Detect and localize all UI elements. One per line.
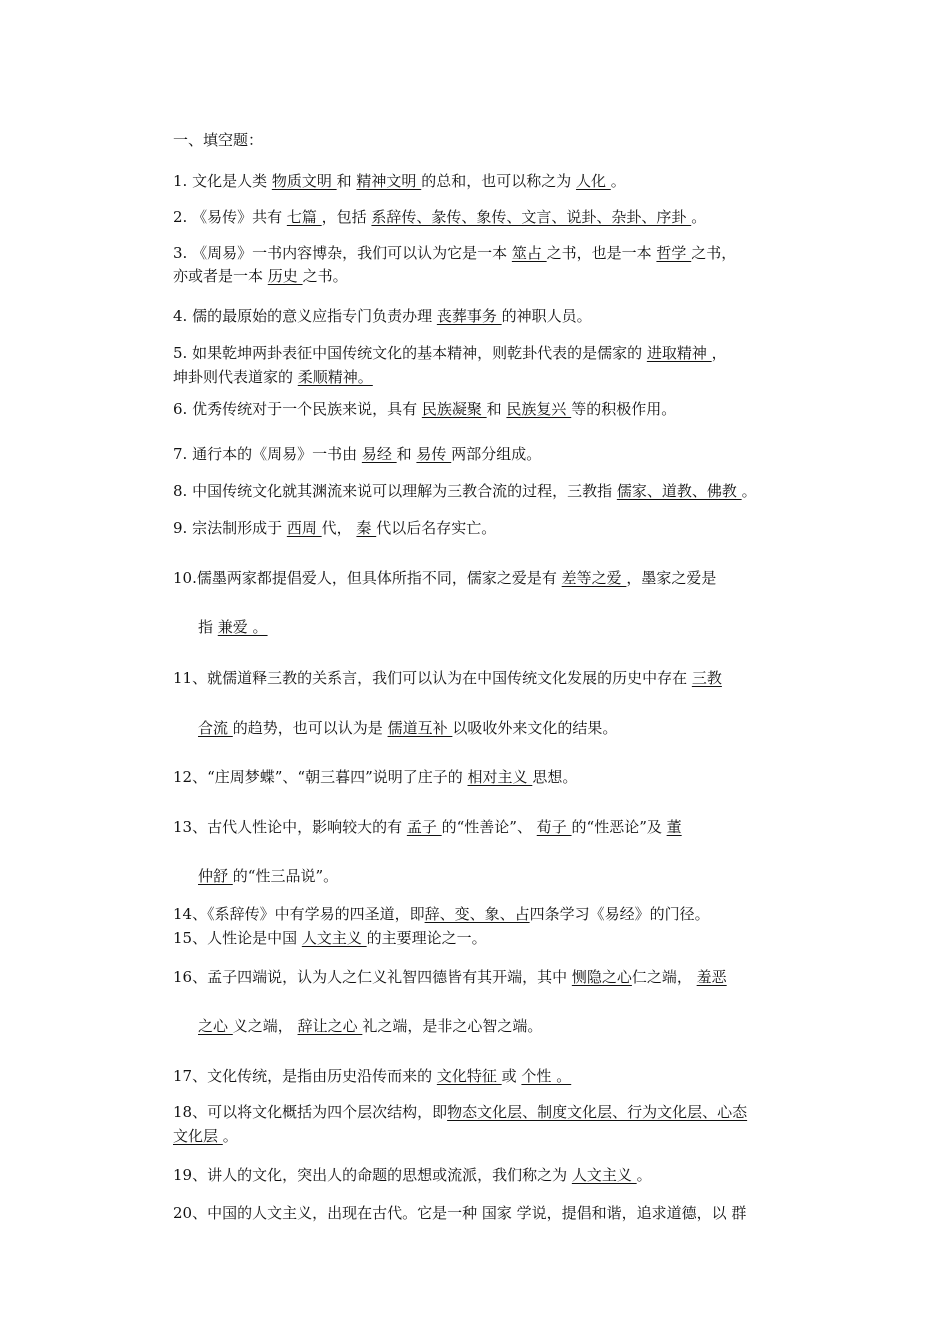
question-line (198, 865, 338, 887)
question-text: 10.儒墨两家都提倡爱人，但具体所指不同，儒家之爱是有 (173, 569, 562, 587)
question-line (173, 305, 592, 327)
question-line (198, 1015, 542, 1037)
answer-blank: 相对主义 (467, 768, 533, 786)
question-line (173, 480, 757, 502)
question-line (173, 265, 348, 287)
question-text: 1. 文化是人类 (173, 172, 272, 190)
question-text: 指 (198, 618, 218, 636)
question-text: 9. 宗法制形成于 (173, 519, 287, 537)
answer-blank: 精神文明 (356, 172, 422, 190)
answer-blank: 三教 (691, 669, 722, 687)
question-text: 16、孟子四端说，认为人之仁义礼智四德皆有其开端，其中 (173, 968, 572, 986)
answer-blank: 进取精神 (646, 344, 712, 362)
question-text: 的“性三品说”。 (232, 867, 339, 885)
answer-blank: 七篇 (286, 208, 322, 226)
question-text: 的“性善论”、 (441, 818, 537, 836)
question-line (173, 966, 727, 988)
answer-blank: 文化特征 (436, 1067, 502, 1085)
question-text: 仁之端， (631, 968, 697, 986)
question-text: 2. 《易传》共有 (173, 208, 287, 226)
question-text: 12、“庄周梦蝶”、“朝三暮四”说明了庄子的 (173, 768, 468, 786)
question-text: ，墨家之爱是 (626, 569, 717, 587)
answer-blank: 恻隐之心 (571, 968, 632, 986)
answer-blank: 之心 (198, 1017, 233, 1035)
answer-blank: 历史 (267, 267, 303, 285)
question-text: 。 (610, 172, 626, 190)
question-line (173, 766, 577, 788)
question-line (173, 1202, 746, 1224)
answer-blank: 哲学 (656, 244, 692, 262)
question-line (173, 903, 710, 925)
question-text: 义之端， (232, 1017, 298, 1035)
answer-blank: 董 (666, 818, 682, 836)
question-text: 20、中国的人文主义，出现在古代。它是一种 国家 学说，提倡和谐，追求道德，以 群 (173, 1204, 747, 1222)
question-text: 17、文化传统，是指由历史沿传而来的 (173, 1067, 437, 1085)
answer-blank: 西周 (286, 519, 322, 537)
question-text: 7. 通行本的《周易》一书由 (173, 445, 362, 463)
answer-blank: 人化 (575, 172, 611, 190)
answer-blank: 辞、变、象、占 (424, 905, 530, 923)
question-line (173, 366, 373, 388)
answer-blank: 系辞传、彖传、象传、文言、说卦、杂卦、序卦 (371, 208, 692, 226)
question-line (173, 567, 716, 589)
question-text: 。 (691, 208, 707, 226)
question-line (173, 1101, 747, 1123)
question-text: 四条学习《易经》的门径。 (529, 905, 710, 923)
question-text: 5. 如果乾坤两卦表征中国传统文化的基本精神，则乾卦代表的是儒家的 (173, 344, 647, 362)
answer-blank: 物态文化层、制度文化层、行为文化层、心态 (447, 1103, 748, 1121)
answer-blank: 物质文明 (271, 172, 337, 190)
answer-blank: 儒家、道教、佛教 (616, 482, 742, 500)
question-text: 亦或者是一本 (173, 267, 268, 285)
answer-blank: 个性 。 (521, 1067, 572, 1085)
answer-blank: 辞让之心 (297, 1017, 363, 1035)
question-text: 。 (222, 1127, 238, 1145)
question-text: 3. 《周易》一书内容博杂，我们可以认为它是一本 (173, 244, 512, 262)
answer-blank: 民族凝聚 (421, 400, 487, 418)
question-text: 等的积极作用。 (571, 400, 677, 418)
question-line (173, 667, 722, 689)
question-text: 18、可以将文化概括为四个层次结构，即 (173, 1103, 448, 1121)
answer-blank: 儒道互补 (387, 719, 453, 737)
question-text: 之书，也是一本 (546, 244, 657, 262)
question-text: 思想。 (532, 768, 578, 786)
question-text: 之书。 (302, 267, 348, 285)
answer-blank: 民族复兴 (506, 400, 572, 418)
question-line (173, 1164, 652, 1186)
question-text: 和 (396, 445, 417, 463)
question-text: 的“性恶论”及 (571, 818, 667, 836)
question-text: 。 (741, 482, 757, 500)
question-text: 14、《系辞传》中有学易的四圣道，即 (173, 905, 425, 923)
question-text: 13、古代人性论中，影响较大的有 (173, 818, 407, 836)
question-line (173, 816, 682, 838)
answer-blank: 秦 (356, 519, 377, 537)
question-text: 的神职人员。 (501, 307, 592, 325)
question-text: 11、就儒道释三教的关系言，我们可以认为在中国传统文化发展的历史中存在 (173, 669, 692, 687)
question-line (173, 342, 727, 364)
question-line (173, 1065, 571, 1087)
question-line (173, 242, 736, 264)
question-text: 代， (321, 519, 357, 537)
question-line (173, 170, 626, 192)
question-text: 和 (486, 400, 507, 418)
answer-blank: 柔顺精神。 (297, 368, 373, 386)
question-line (173, 206, 706, 228)
section-title: 一、填空题： (173, 131, 264, 149)
answer-blank: 文化层 (173, 1127, 223, 1145)
question-text: 礼之端，是非之心智之端。 (362, 1017, 543, 1035)
question-line (173, 398, 676, 420)
question-line (198, 717, 617, 739)
answer-blank: 人文主义 (571, 1166, 637, 1184)
question-text: 两部分组成。 (451, 445, 542, 463)
question-text: 以吸收外来文化的结果。 (452, 719, 618, 737)
question-text: 的主要理论之一。 (366, 929, 487, 947)
question-text: ， (711, 344, 727, 362)
question-text: 19、讲人的文化，突出人的命题的思想或流派，我们称之为 (173, 1166, 572, 1184)
question-text: 4. 儒的最原始的意义应指专门负责办理 (173, 307, 437, 325)
answer-blank: 筮占 (511, 244, 547, 262)
answer-blank: 仲舒 (198, 867, 233, 885)
question-line (173, 517, 496, 539)
question-text: 坤卦则代表道家的 (173, 368, 298, 386)
question-text: 的趋势，也可以认为是 (232, 719, 388, 737)
question-text: 的总和，也可以称之为 (421, 172, 576, 190)
question-line (198, 616, 268, 638)
answer-blank: 差等之爱 (561, 569, 627, 587)
question-text: 或 (501, 1067, 522, 1085)
answer-blank: 易传 (416, 445, 452, 463)
question-line (173, 443, 541, 465)
answer-blank: 荀子 (536, 818, 572, 836)
answer-blank: 合流 (198, 719, 233, 737)
question-text: 和 (336, 172, 357, 190)
question-text: 6. 优秀传统对于一个民族来说，具有 (173, 400, 422, 418)
answer-blank: 人文主义 (301, 929, 367, 947)
answer-blank: 兼爱 。 (217, 618, 268, 636)
answer-blank: 丧葬事务 (436, 307, 502, 325)
answer-blank: 孟子 (406, 818, 442, 836)
answer-blank: 易经 (361, 445, 397, 463)
question-text: ，包括 (321, 208, 372, 226)
question-line (173, 927, 487, 949)
question-text: 8. 中国传统文化就其渊流来说可以理解为三教合流的过程，三教指 (173, 482, 617, 500)
question-text: 之书， (691, 244, 737, 262)
question-line (173, 1125, 238, 1147)
question-text: 15、人性论是中国 (173, 929, 302, 947)
question-text: 。 (636, 1166, 652, 1184)
answer-blank: 羞恶 (696, 968, 727, 986)
question-text: 代以后名存实亡。 (376, 519, 497, 537)
